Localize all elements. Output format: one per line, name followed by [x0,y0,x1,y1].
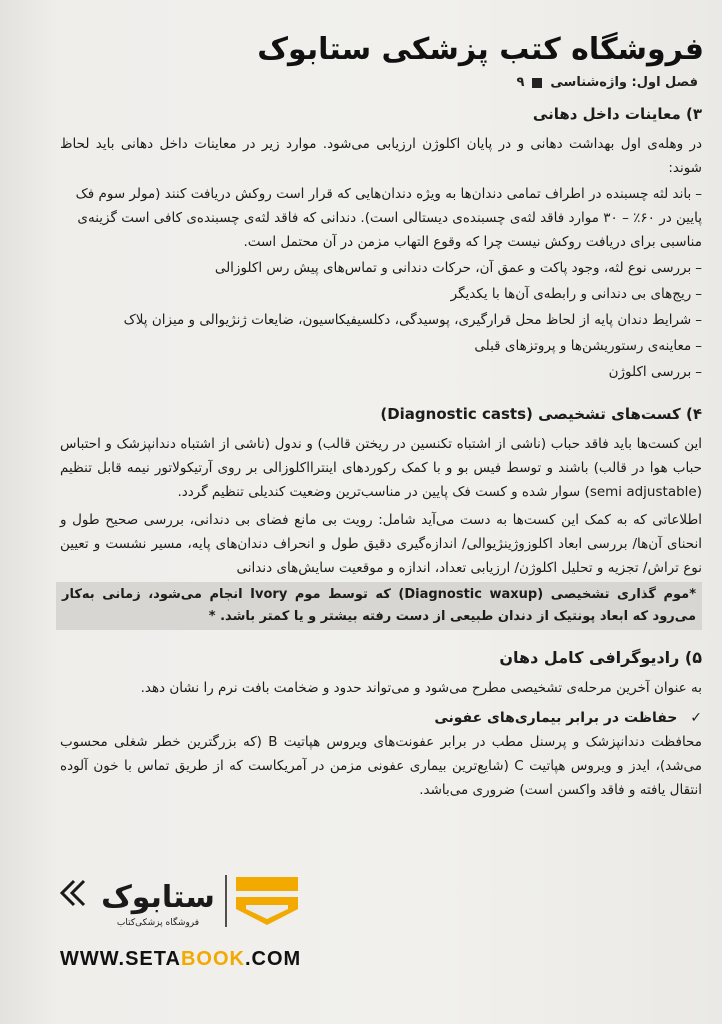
section-5-heading: ۵) رادیوگرافی کامل دهان [499,648,702,667]
list-item: – بررسی اکلوژن [60,360,702,384]
chapter-title: فصل اول: واژه‌شناسی [550,75,698,90]
section-3-intro: در وهله‌ی اول بهداشت دهانی و در پایان اکلوژن ارزیابی می‌شود. موارد زیر در معاینات داخل دهانی باید لحاظ شوند: [60,136,702,176]
section-3-heading: ۳) معاینات داخل دهانی [532,105,702,123]
checkmark-icon: ✓ [690,710,702,726]
section-4-paragraph-1: این کست‌ها باید فاقد حباب (ناشی از اشتباه تکنسین در ریختن قالب) و ندول (ناشی از اشتباه دندانپزشک و احتباس حباب هوا در قالب) باشند و توسط فیس بو و با کمک رکوردهای اینترااکلوزالی بر روی آرتیکولاتور نیمه قابل تنظیم (semi adjustable) سوار شده و کست فک پایین در مناسب‌ترین وضعیت کندیلی تنظیم گردد. [60,436,702,500]
section-3-list [60,182,702,384]
url-prefix: WWW.SETA [60,948,181,970]
list-item: – ریج‌های بی دندانی و رابطه‌ی آن‌ها با یکدیگر [60,282,702,306]
setabook-logo [60,865,320,945]
list-item: – بررسی نوع لثه، وجود پاکت و عمق آن، حرکات دندانی و تماس‌های پیش رس اکلوزالی [60,256,702,280]
double-chevron-icon [62,881,84,905]
logo-brand-name: ستابوک [101,880,215,915]
logo-tagline: فروشگاه پزشکی‌کتاب [116,918,200,928]
section-4-heading: ۴) کست‌های تشخیصی (Diagnostic casts) [380,405,702,423]
wax-up-note: *موم گذاری تشخیصی (Diagnostic waxup) که توسط موم Ivory انجام می‌شود، زمانی به‌کار می‌رود که ابعاد پونتیک از دندان طبیعی از دست رفته بیشتر و یا کمتر باشد. * [56,582,702,630]
page-content [60,100,702,802]
section-5-paragraph: به عنوان آخرین مرحله‌ی تشخیصی مطرح می‌شود و می‌تواند حدود و ضخامت بافت نرم را نشان دهد. [140,680,702,696]
url-suffix: .COM [244,948,302,970]
store-title: فروشگاه کتب پزشکی ستابوک [257,32,704,67]
url-accent: BOOK [180,948,245,970]
website-url[interactable] [60,948,301,971]
setabook-emblem-icon [236,877,298,925]
infection-control-title: حفاظت در برابر بیماری‌های عفونی [434,710,678,726]
page-number: ۹ [516,75,525,90]
section-4-paragraph-2: اطلاعاتی که به کمک این کست‌ها به دست می‌آید شامل: رویت بی مانع فضای بی دندانی، بررسی صحیح طول و انحنای آن‌ها/ بررسی ابعاد اکلوزوژینژیوالی/ اندازه‌گیری دقیق طول و انحراف دندان‌های پایه، مسیر نشست و تعیین نوع تراش/ تجزیه و تحلیل اکلوژن/ ارزیابی تعداد، اندازه و موقعیت سایش‌های دندانی [60,512,702,576]
infection-control-heading [60,706,702,730]
square-bullet-icon [532,78,542,88]
list-item: – شرایط دندان پایه از لحاظ محل قرارگیری، پوسیدگی، دکلسیفیکاسیون، ضایعات ژنژیوالی و میزان پلاک [60,308,702,332]
list-item: – معاینه‌ی رستوریشن‌ها و پروتزهای قبلی [60,334,702,358]
running-head [398,75,698,90]
infection-control-paragraph: محافظت دندانپزشک و پرسنل مطب در برابر عفونت‌های ویروس هپاتیت B (که بزرگترین خطر شغلی محسوب می‌شد)، ایدز و ویروس هپاتیت C (شایع‌ترین بیماری عفونی مزمن در آمریکاست که از طریق تماس با خون آلوده انتقال یافته و فاقد واکسن است) ضروری می‌باشد. [60,734,703,798]
list-item: – باند لثه چسبنده در اطراف تمامی دندان‌ها به ویژه دندان‌هایی که قرار است روکش دریافت کنند (مولر سوم فک پایین در ۶۰٪ – ۳۰ موارد فاقد لثه‌ی چسبنده‌ی دیستالی است). دندانی که فاقد لثه‌ی چسبنده‌ی کافی است گزینه‌ی مناسبی برای دریافت روکش نیست چرا که وقوع التهاب مزمن در آن محتمل است. [60,182,702,254]
